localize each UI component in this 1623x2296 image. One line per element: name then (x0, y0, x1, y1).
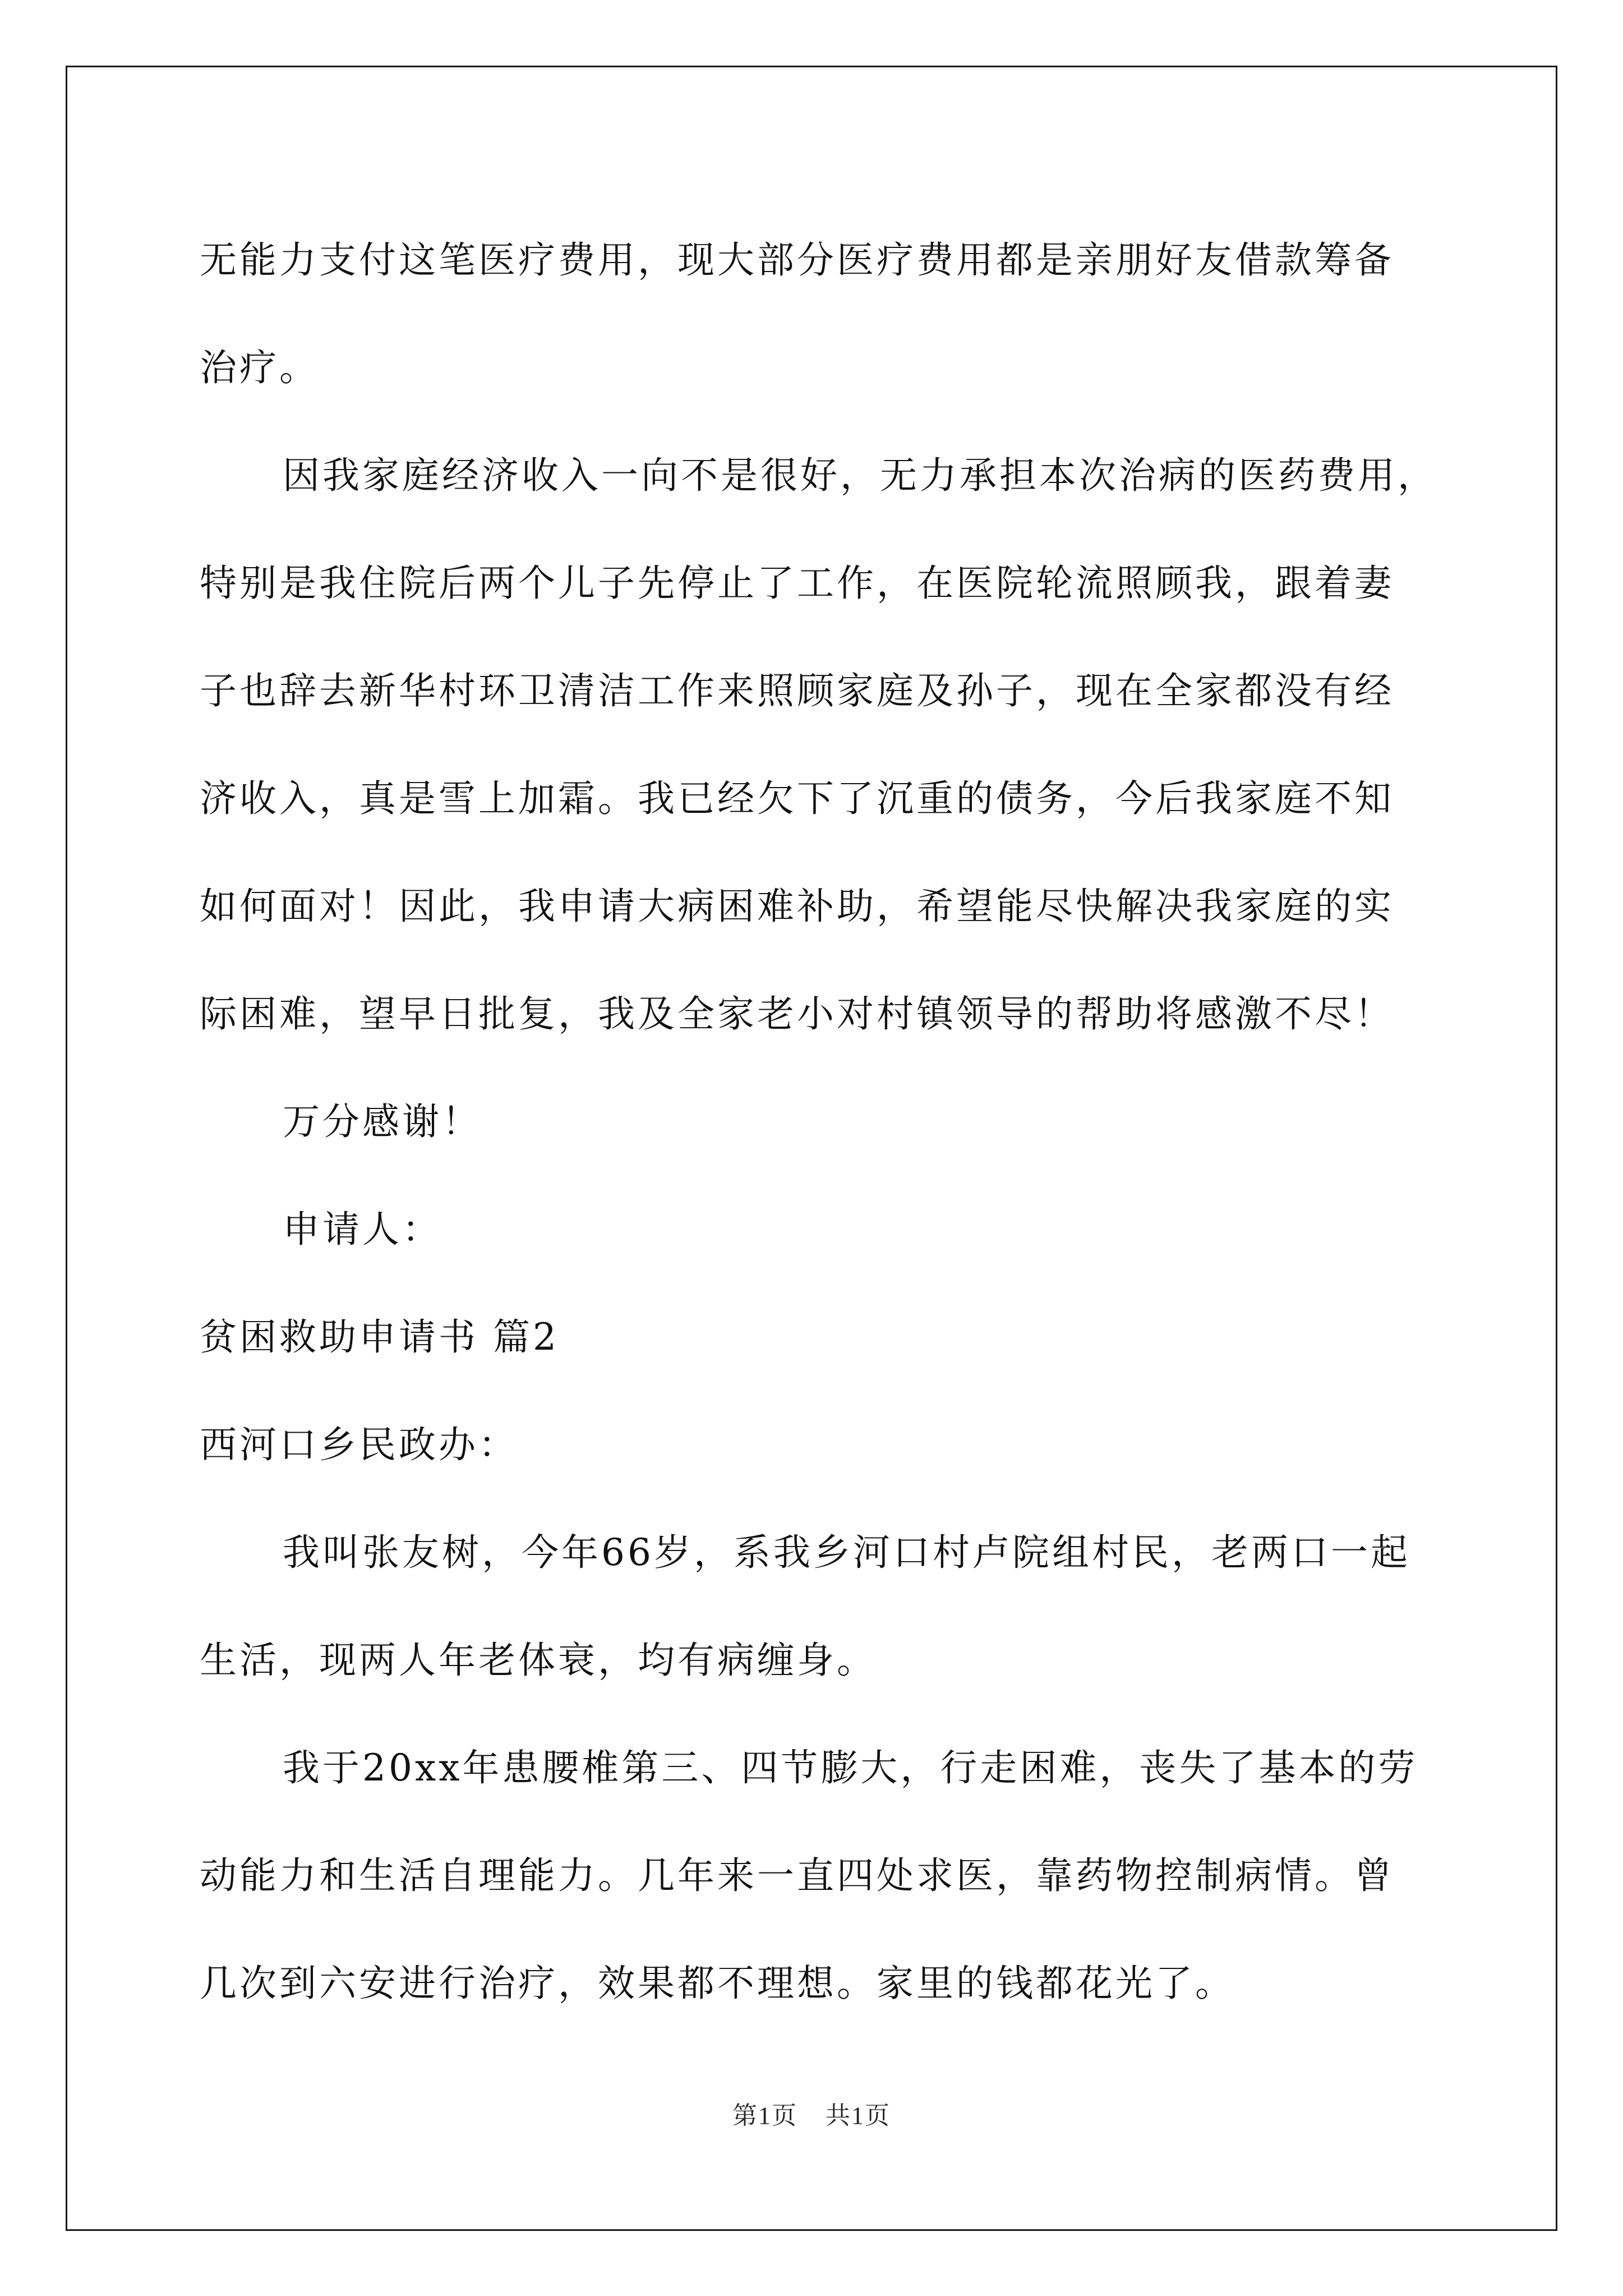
text-line-2: 治疗。 (200, 346, 319, 389)
applicant-label: 申请人： (283, 1208, 442, 1251)
page-footer (0, 2095, 1623, 2131)
document-body (200, 206, 1437, 2037)
text-line-8: 际困难，望早日批复，我及全家老小对村镇领导的帮助将感激不尽！ (200, 992, 1394, 1036)
text-line-6: 济收入，真是雪上加霜。我已经欠下了沉重的债务，今后我家庭不知 (200, 777, 1394, 820)
text-line-15: 我于20xx年患腰椎第三、四节膨大，行走困难，丧失了基本的劳 (283, 1746, 1418, 1789)
addressee: 西河口乡民政办： (200, 1423, 518, 1466)
text-line-17: 几次到六安进行治疗，效果都不理想。家里的钱都花光了。 (200, 1962, 1235, 2005)
text-line-4: 特别是我住院后两个儿子先停止了工作，在医院轮流照顾我，跟着妻 (200, 562, 1394, 605)
page-number-current: 第1页 (732, 2102, 797, 2129)
text-line-1: 无能力支付这笔医疗费用，现大部分医疗费用都是亲朋好友借款筹备 (200, 238, 1394, 282)
page-number-total: 共1页 (826, 2102, 891, 2129)
closing-thanks: 万分感谢！ (283, 1100, 482, 1143)
text-line-13: 我叫张友树，今年66岁，系我乡河口村卢院组村民，老两口一起 (283, 1531, 1410, 1574)
text-line-3: 因我家庭经济收入一向不是很好，无力承担本次治病的医药费用， (283, 454, 1437, 497)
text-line-16: 动能力和生活自理能力。几年来一直四处求医，靠药物控制病情。曾 (200, 1854, 1394, 1897)
text-line-5: 子也辞去新华村环卫清洁工作来照顾家庭及孙子，现在全家都没有经 (200, 669, 1394, 712)
text-line-14: 生活，现两人年老体衰，均有病缠身。 (200, 1639, 877, 1682)
text-line-7: 如何面对！因此，我申请大病困难补助，希望能尽快解决我家庭的实 (200, 885, 1394, 928)
section-title: 贫困救助申请书 篇2 (200, 1315, 559, 1359)
